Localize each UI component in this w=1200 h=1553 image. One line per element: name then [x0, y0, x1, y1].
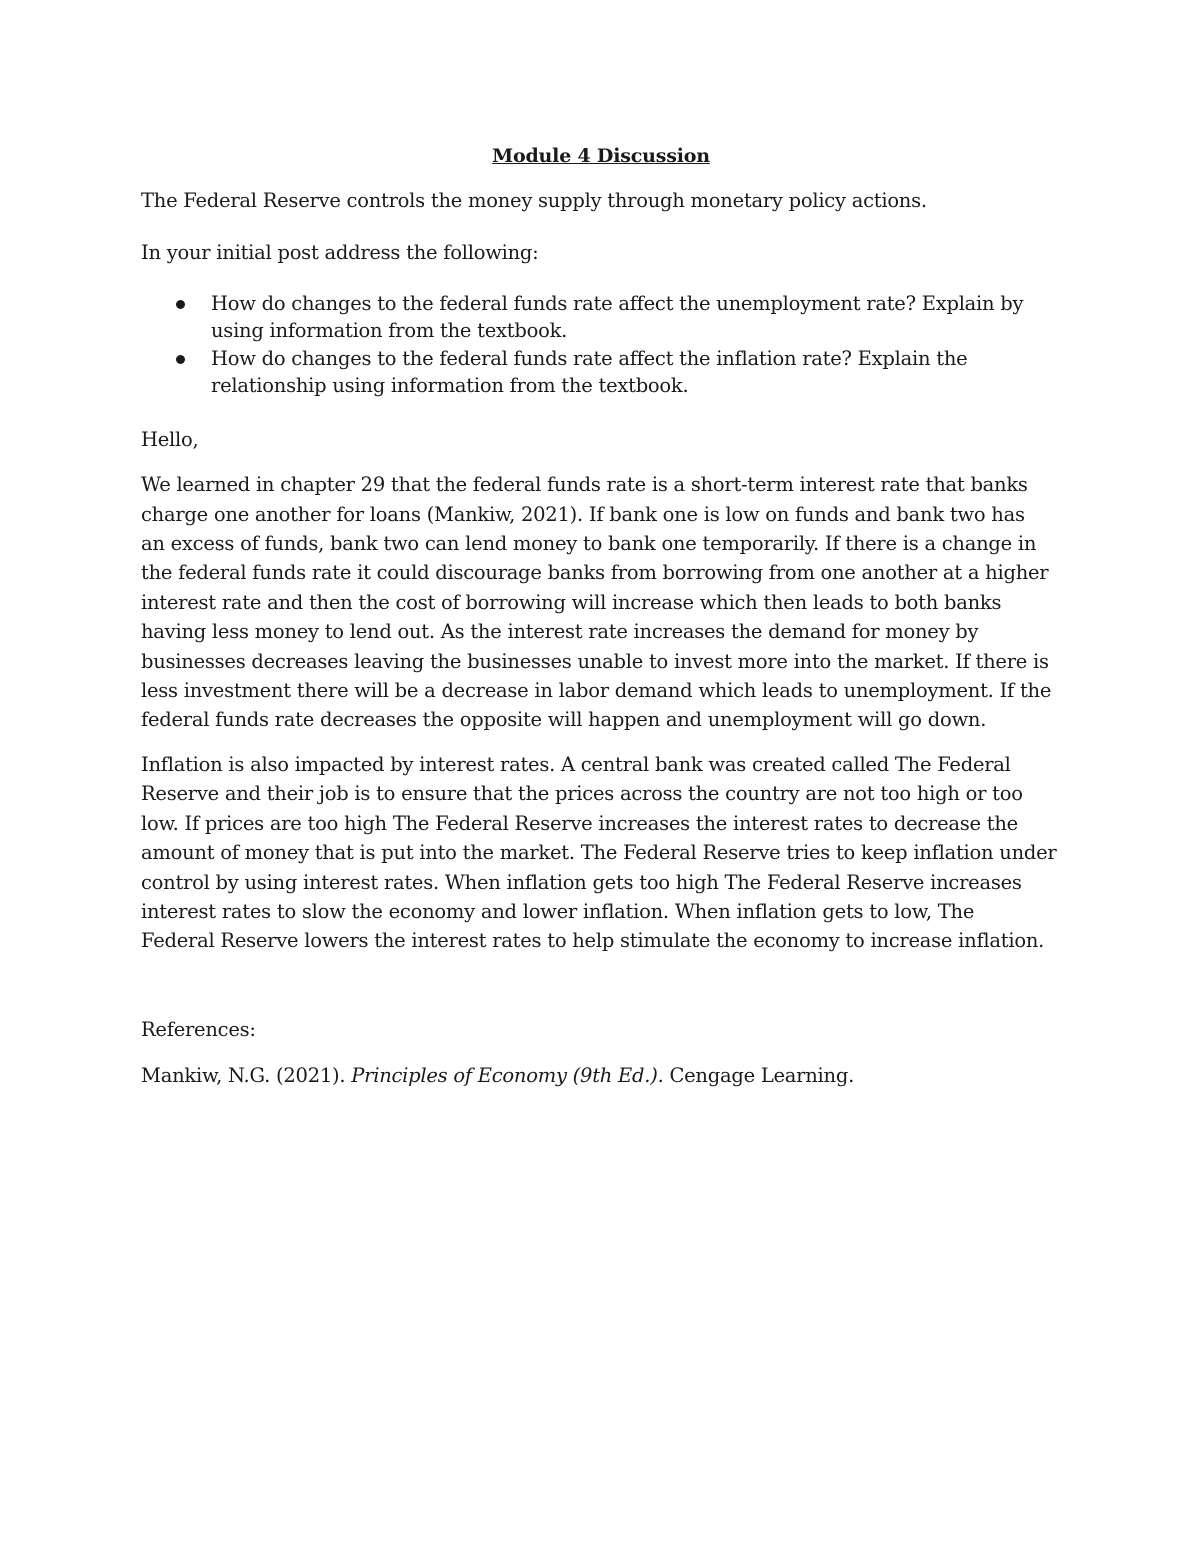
bullet-icon: [176, 355, 185, 364]
text-line: We learned in chapter 29 that the federal funds rate is a short-term interest rate that banks: [141, 473, 1028, 497]
text-line: control by using interest rates. When inflation gets too high The Federal Reserve increases: [141, 870, 1022, 894]
text-line: an excess of funds, bank two can lend money to bank one temporarily. If there is a change in: [141, 532, 1037, 556]
body-paragraph-inflation: [141, 750, 1061, 956]
greeting: Hello,: [141, 427, 199, 451]
reference-title: Principles of Economy (9th Ed.).: [351, 1064, 664, 1088]
document-title: Module 4 Discussion: [492, 145, 710, 167]
text-line: low. If prices are too high The Federal Reserve increases the interest rates to decrease the: [141, 811, 1018, 835]
question-list: [141, 290, 1061, 400]
text-line: amount of money that is put into the market. The Federal Reserve tries to keep inflation under: [141, 841, 1057, 865]
text-line: Inflation is also impacted by interest rates. A central bank was created called The Federal: [141, 752, 1011, 776]
text-line: businesses decreases leaving the businesses unable to invest more into the market. If there is: [141, 649, 1049, 673]
prompt-paragraph: In your initial post address the following:: [141, 241, 539, 265]
text-line: interest rate and then the cost of borrowing will increase which then leads to both banks: [141, 590, 1002, 614]
reference-publisher: Cengage Learning.: [663, 1064, 855, 1088]
text-line: the federal funds rate it could discourage banks from borrowing from one another at a higher: [141, 561, 1049, 585]
text-line: interest rates to slow the economy and lower inflation. When inflation gets to low, The: [141, 899, 975, 923]
question-item: [141, 345, 1061, 400]
question-line: How do changes to the federal funds rate affect the unemployment rate? Explain by: [211, 291, 1024, 315]
question-item: [141, 290, 1061, 345]
references-heading: References:: [141, 1017, 256, 1041]
text-line: Reserve and their job is to ensure that the prices across the country are not too high or too: [141, 782, 1023, 806]
intro-paragraph: The Federal Reserve controls the money supply through monetary policy actions.: [141, 189, 927, 212]
text-line: federal funds rate decreases the opposite will happen and unemployment will go down.: [141, 708, 987, 732]
question-line: relationship using information from the textbook.: [211, 374, 689, 398]
bullet-icon: [176, 300, 185, 309]
text-line: having less money to lend out. As the interest rate increases the demand for money by: [141, 620, 979, 644]
question-line: using information from the textbook.: [211, 319, 568, 343]
text-line: charge one another for loans (Mankiw, 2021). If bank one is low on funds and bank two has: [141, 502, 1025, 526]
text-line: Federal Reserve lowers the interest rates to help stimulate the economy to increase inflation.: [141, 929, 1045, 953]
reference-entry: [141, 1061, 1061, 1090]
body-paragraph-unemployment: [141, 470, 1061, 735]
question-line: How do changes to the federal funds rate affect the inflation rate? Explain the: [211, 346, 968, 370]
document-page: [141, 140, 1061, 1091]
text-line: less investment there will be a decrease in labor demand which leads to unemployment. If the: [141, 679, 1052, 703]
reference-author-year: Mankiw, N.G. (2021).: [141, 1064, 352, 1088]
